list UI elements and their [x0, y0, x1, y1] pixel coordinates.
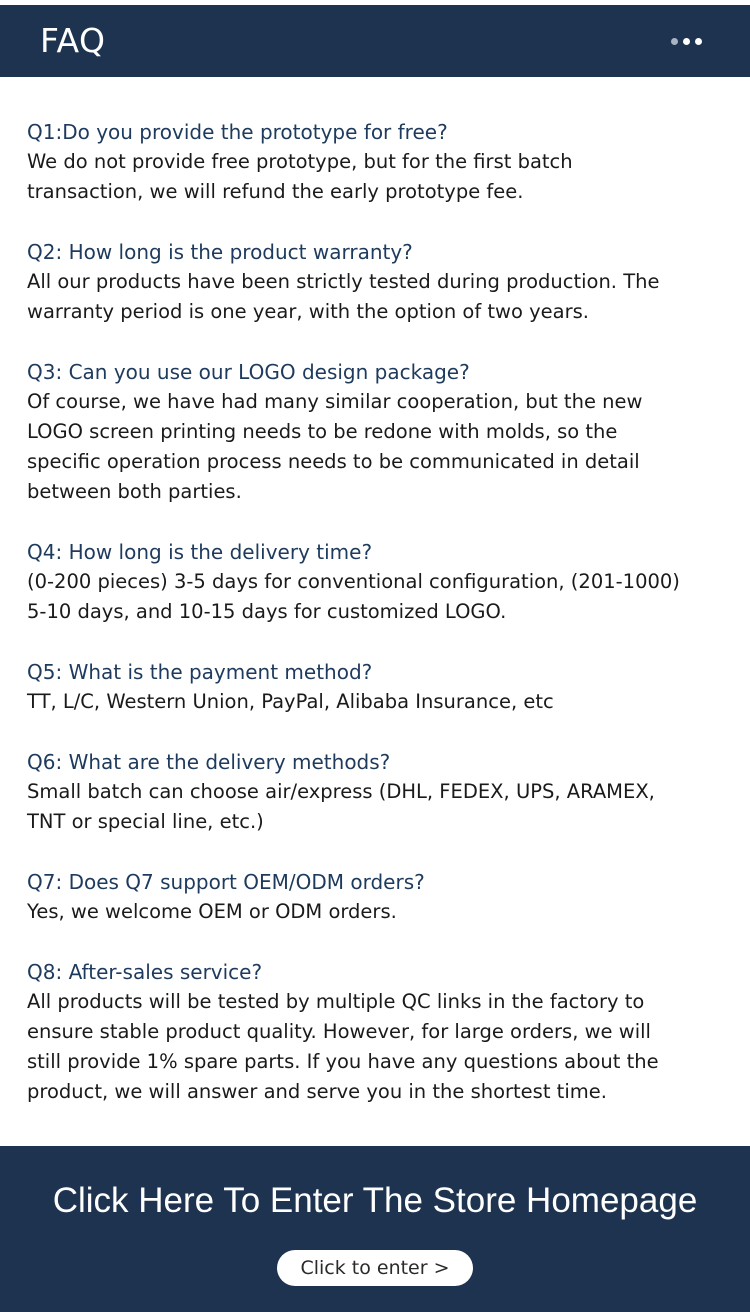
faq-item: [27, 117, 742, 207]
dot-1: [671, 38, 678, 45]
faq-question: Q8: After-sales service?: [27, 960, 263, 984]
faq-item: [27, 357, 742, 507]
faq-answer: [27, 897, 742, 927]
store-banner[interactable]: [0, 1146, 750, 1312]
enter-store-button[interactable]: Click to enter >: [277, 1250, 473, 1286]
faq-answer-line: All products will be tested by multiple QC links in the factory to: [27, 990, 645, 1013]
faq-answer-line: warranty period is one year, with the option of two years.: [27, 300, 589, 323]
header-bar: [0, 5, 750, 77]
faq-item: [27, 867, 742, 927]
faq-answer-line: We do not provide free prototype, but for the first batch: [27, 150, 573, 173]
faq-answer-line: Of course, we have had many similar cooperation, but the new: [27, 390, 643, 413]
faq-question: Q4: How long is the delivery time?: [27, 540, 373, 564]
faq-answer-line: TNT or special line, etc.): [27, 810, 264, 833]
faq-item: [27, 537, 742, 627]
faq-answer-line: still provide 1% spare parts. If you have any questions about the: [27, 1050, 659, 1073]
faq-question: Q6: What are the delivery methods?: [27, 750, 391, 774]
store-homepage-link[interactable]: Click Here To Enter The Store Homepage: [52, 1181, 698, 1220]
faq-answer-line: 5-10 days, and 10-15 days for customized LOGO.: [27, 600, 507, 623]
faq-answer: [27, 987, 742, 1107]
dot-3: [695, 38, 702, 45]
faq-answer-line: ensure stable product quality. However, for large orders, we will: [27, 1020, 651, 1043]
faq-question: Q2: How long is the product warranty?: [27, 240, 413, 264]
faq-question: Q3: Can you use our LOGO design package?: [27, 360, 470, 384]
faq-question: Q7: Does Q7 support OEM/ODM orders?: [27, 870, 425, 894]
faq-answer-line: (0-200 pieces) 3-5 days for conventional configuration, (201-1000): [27, 570, 680, 593]
faq-list: [27, 117, 742, 1137]
faq-answer-line: All our products have been strictly tested during production. The: [27, 270, 660, 293]
faq-answer-line: specific operation process needs to be communicated in detail: [27, 450, 640, 473]
faq-answer-line: product, we will answer and serve you in the shortest time.: [27, 1080, 607, 1103]
faq-answer-line: LOGO screen printing needs to be redone with molds, so the: [27, 420, 618, 443]
faq-question: Q1:Do you provide the prototype for free?: [27, 120, 448, 144]
more-dots-icon[interactable]: [670, 37, 706, 47]
faq-answer: [27, 687, 742, 717]
faq-answer: [27, 777, 742, 837]
faq-item: [27, 657, 742, 717]
faq-item: [27, 237, 742, 327]
faq-answer-line: transaction, we will refund the early prototype fee.: [27, 180, 524, 203]
faq-answer: [27, 387, 742, 507]
faq-answer: [27, 267, 742, 327]
faq-answer-line: Small batch can choose air/express (DHL, FEDEX, UPS, ARAMEX,: [27, 780, 655, 803]
faq-question: Q5: What is the payment method?: [27, 660, 373, 684]
faq-answer-line: between both parties.: [27, 480, 242, 503]
faq-item: [27, 957, 742, 1107]
faq-answer-line: Yes, we welcome OEM or ODM orders.: [27, 900, 397, 923]
faq-answer-line: TT, L/C, Western Union, PayPal, Alibaba Insurance, etc: [27, 690, 554, 713]
faq-answer: [27, 567, 742, 627]
dot-2: [683, 38, 690, 45]
faq-item: [27, 747, 742, 837]
faq-answer: [27, 147, 742, 207]
page-title: FAQ: [40, 21, 106, 60]
